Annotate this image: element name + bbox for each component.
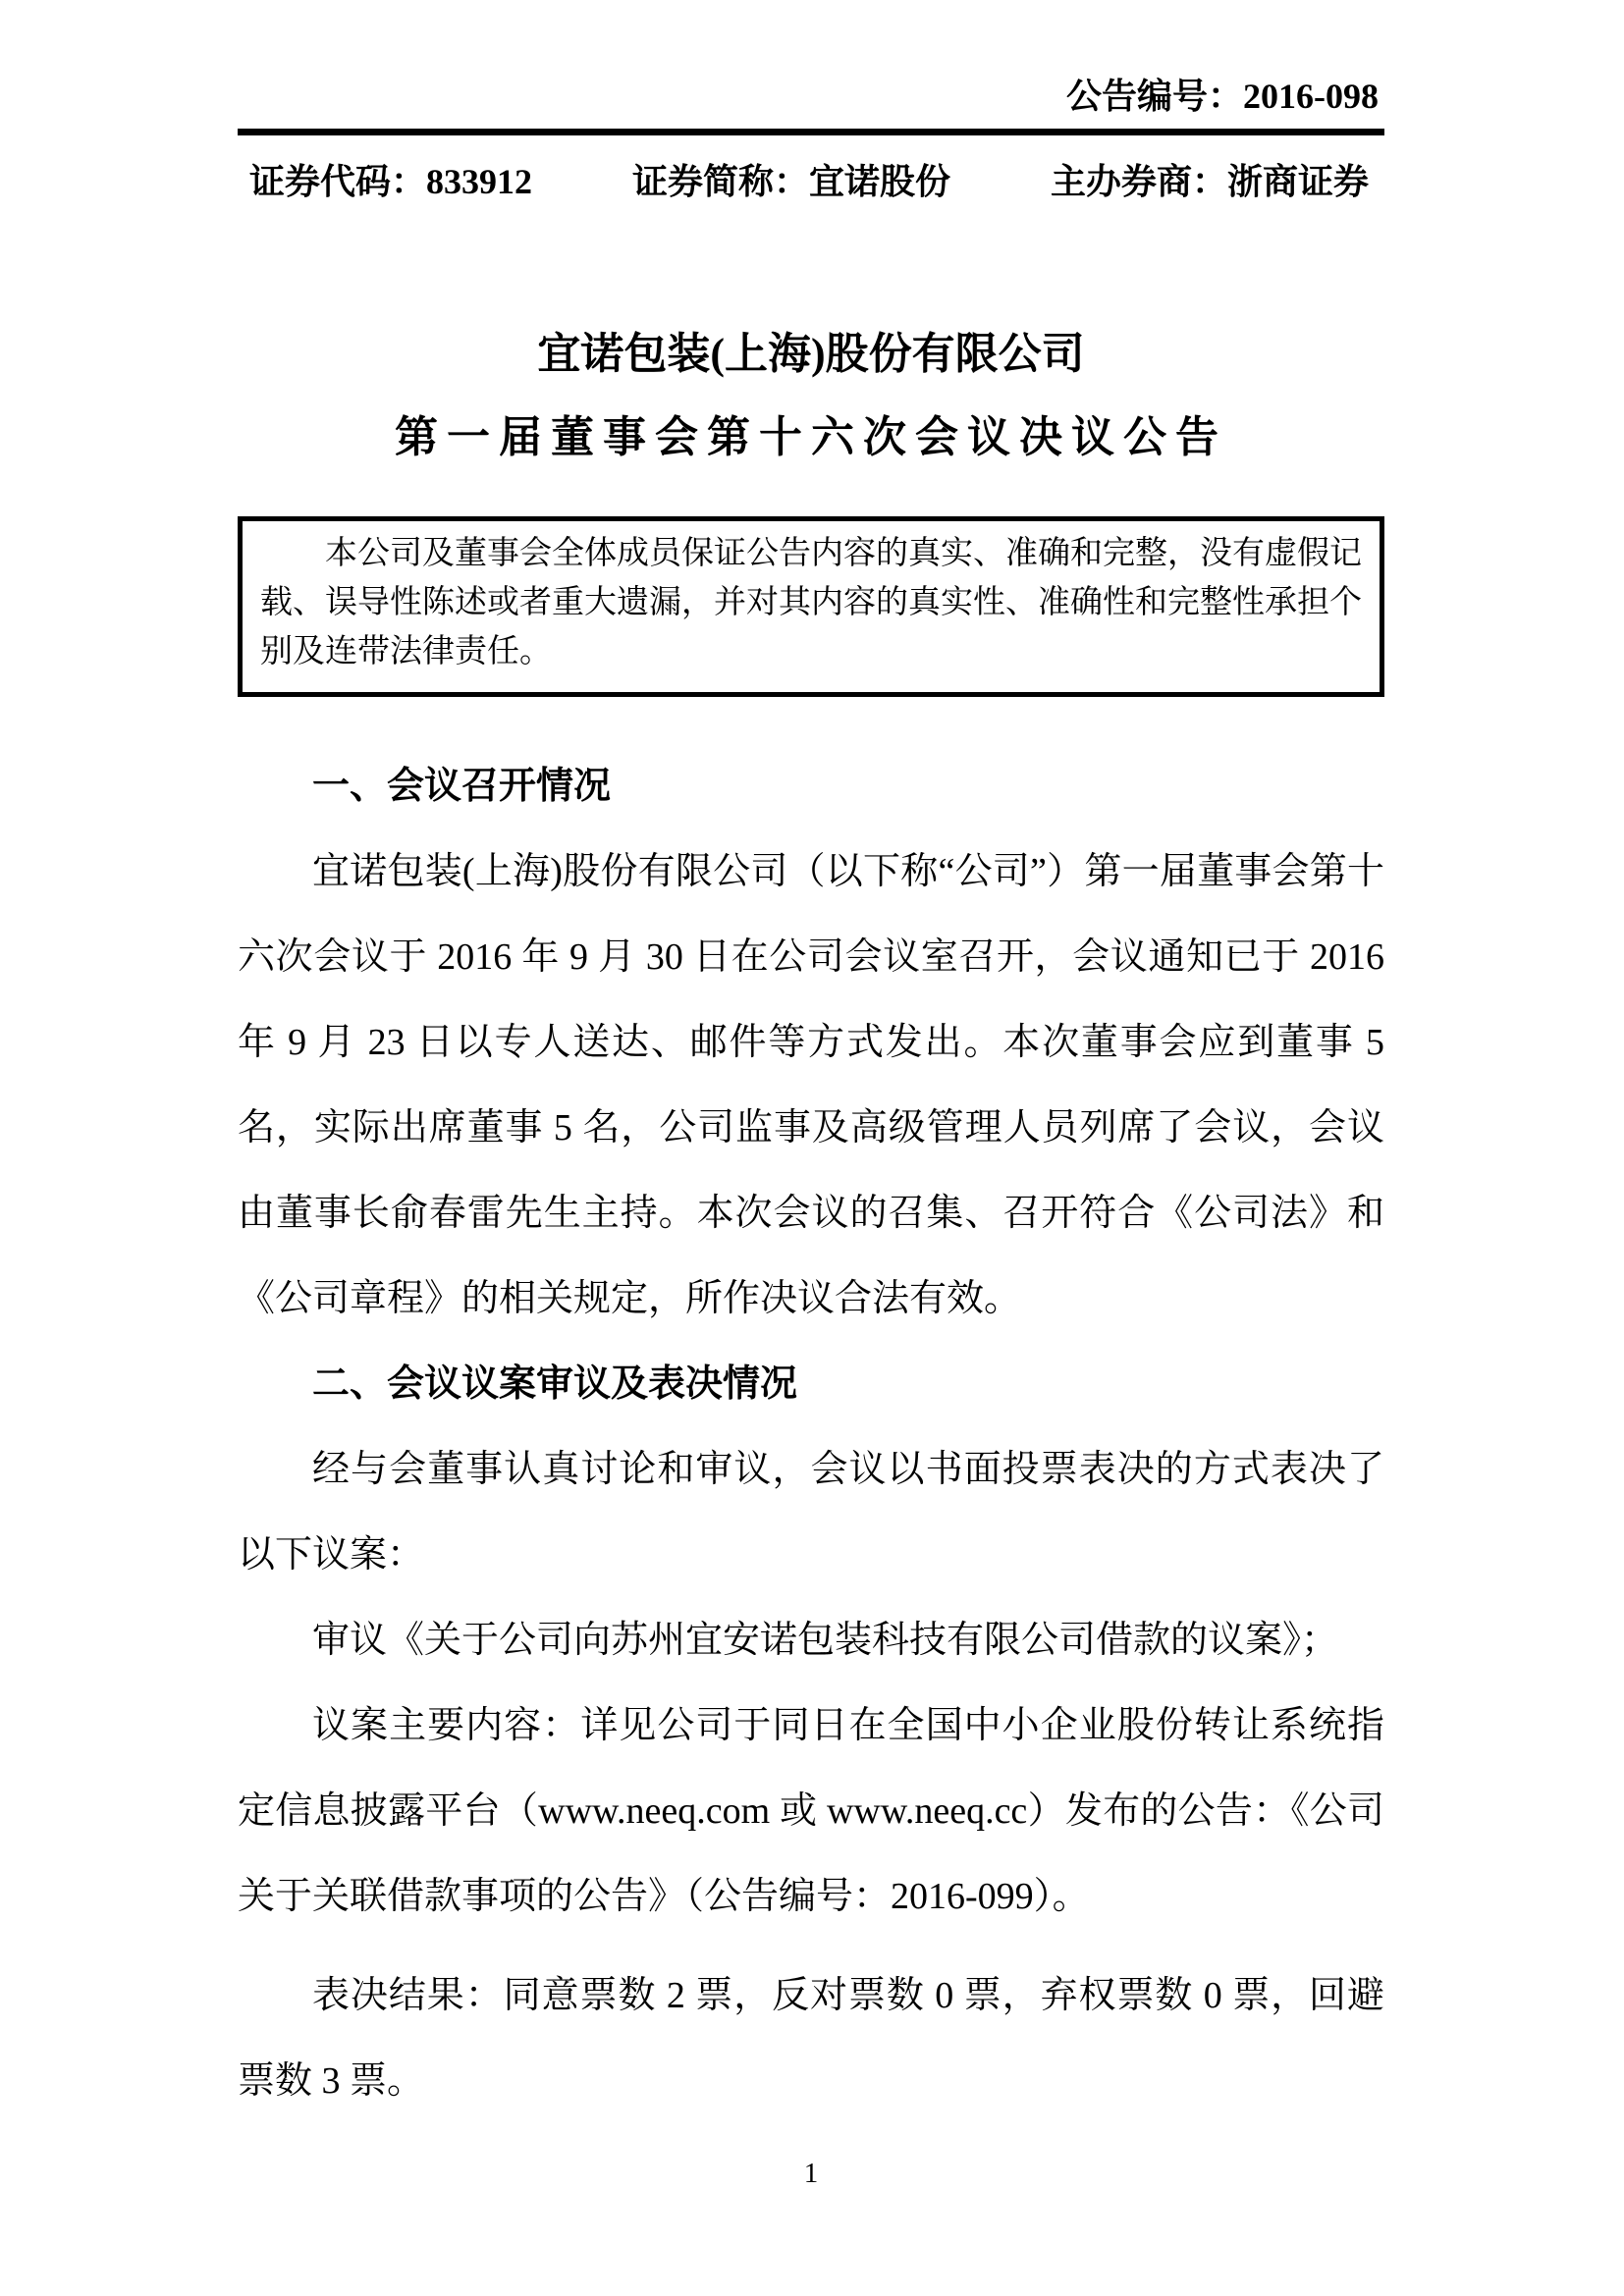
section-2-paragraph-vote-result: 表决结果：同意票数 2 票，反对票数 0 票，弃权票数 0 票，回避票数 3 票。 [238,1974,1384,2102]
section-1-paragraph: 宜诺包装(上海)股份有限公司（以下称“公司”）第一届董事会第十六次会议于 2016 年 9 月 30 日在公司会议室召开，会议通知已于 2016 年 9 月 23 日以专人送达、邮件等方式发出。本次董事会应到董事 5 名，实际出席董事 5 名，公司监事及高级管理人员列席了会议，会议由董事长俞春雷先生主持。本次会议的召集、召开符合《公司法》和《公司章程》的相关规定，所作决议合法有效。 [238,850,1384,1319]
section-2-paragraph-proposal: 审议《关于公司向苏州宜安诺包装科技有限公司借款的议案》； [312,1619,1339,1661]
document-subtitle: 第一届董事会第十六次会议决议公告 [395,413,1227,462]
section-2-paragraph-content: 议案主要内容：详见公司于同日在全国中小企业股份转让系统指定信息披露平台（www.neeq.com 或 www.neeq.cc）发布的公告：《公司关于关联借款事项的公告》（公告编号：2016-099）。 [238,1704,1384,1917]
section-2-paragraph-intro: 经与会董事认真讨论和审议，会议以书面投票表决的方式表决了以下议案： [238,1448,1384,1575]
sponsor-broker-label: 主办券商：浙商证券 [1050,162,1369,201]
page-number: 1 [803,2157,819,2189]
section-2-heading: 二、会议议案审议及表决情况 [312,1362,798,1405]
header-divider-rule [238,129,1384,135]
stock-abbr-label: 证券简称：宜诺股份 [631,162,950,201]
announcement-number: 公告编号：2016-098 [1066,77,1379,116]
stock-code-label: 证券代码：833912 [249,162,533,201]
document-title: 宜诺包装(上海)股份有限公司 [537,329,1085,378]
securities-header-row [238,159,1384,205]
section-1-heading: 一、会议召开情况 [312,765,612,807]
disclaimer-box: 本公司及董事会全体成员保证公告内容的真实、准确和完整，没有虚假记载、误导性陈述或者重大遗漏，并对其内容的真实性、准确性和完整性承担个别及连带法律责任。 [238,516,1384,697]
